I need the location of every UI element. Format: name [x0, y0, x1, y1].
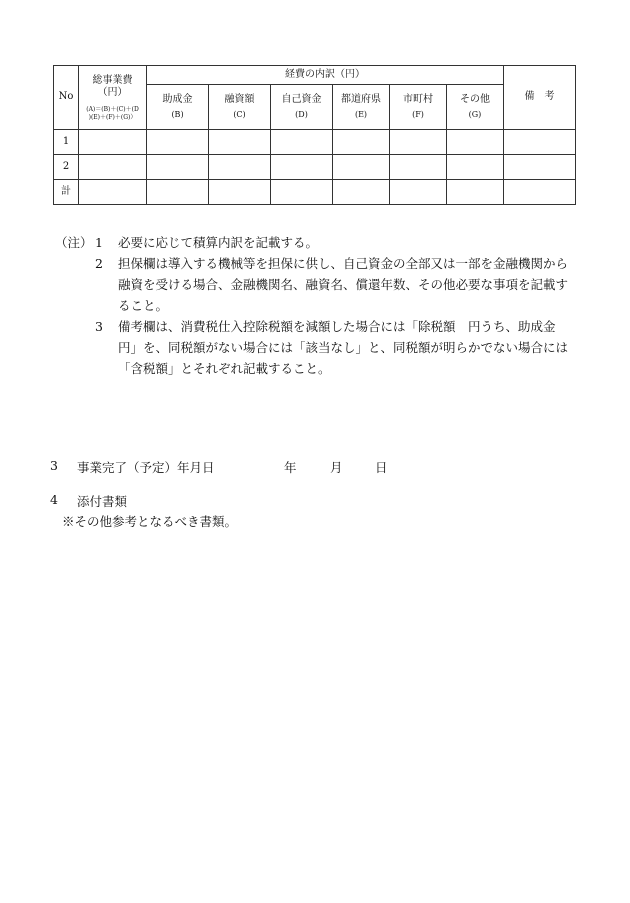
table-row	[54, 155, 576, 180]
note-item	[55, 253, 580, 316]
header-other: その他 (G)	[447, 85, 504, 130]
table-row	[54, 180, 576, 205]
completion-date-label: 事業完了（予定）年月日	[77, 460, 215, 475]
section-number: 3	[50, 458, 58, 473]
header-municipality: 市町村 (F)	[390, 85, 447, 130]
note-number: 3	[95, 319, 103, 334]
notes-block	[55, 232, 580, 379]
year-label: 年	[284, 460, 297, 475]
header-total-formula-1: (A)＝(B)＋(C)＋(D	[86, 105, 139, 113]
section-number: 4	[50, 492, 58, 507]
header-subsidy: 助成金 (B)	[147, 85, 209, 130]
note-item	[55, 232, 580, 253]
cost-table	[53, 65, 576, 205]
header-prefecture: 都道府県 (E)	[333, 85, 390, 130]
note-text: 必要に応じて積算内訳を記載する。	[118, 235, 319, 250]
note-text: 担保欄は導入する機械等を担保に供し、自己資金の全部又は一部を金融機関から融資を受ける場合、金融機関名、融資名、償還年数、その他必要な事項を記載すること。	[118, 256, 569, 313]
header-loan: 融資額 (C)	[209, 85, 271, 130]
note-item	[55, 316, 580, 379]
month-label: 月	[330, 460, 343, 475]
header-total-formula-2: )(E)＋(F)＋(G)）	[88, 114, 137, 121]
row-label: 計	[54, 180, 79, 205]
header-own-funds: 自己資金 (D)	[271, 85, 333, 130]
attachments-label: 添付書類	[77, 494, 128, 509]
notes-label: （注）	[55, 235, 93, 250]
header-remarks: 備 考	[504, 66, 576, 130]
attachments-item: ※その他参考となるべき書類。	[62, 514, 238, 529]
header-total-title: 総事業費	[92, 74, 133, 86]
header-no: No	[54, 66, 79, 130]
note-number: 1	[95, 235, 103, 250]
note-number: 2	[95, 256, 103, 271]
header-total-cost	[79, 66, 147, 130]
row-label: 2	[54, 155, 79, 180]
row-label: 1	[54, 130, 79, 155]
header-breakdown: 経費の内訳（円）	[147, 66, 504, 85]
note-text: 備考欄は、消費税仕入控除税額を減額した場合には「除税額 円うち、助成金 円」を、同税額がない場合には「該当なし」と、同税額が明らかでない場合には「含税額」とそれぞれ記載すること。	[118, 319, 569, 376]
header-total-unit: （円）	[97, 87, 128, 99]
table-row	[54, 130, 576, 155]
day-label: 日	[375, 460, 388, 475]
